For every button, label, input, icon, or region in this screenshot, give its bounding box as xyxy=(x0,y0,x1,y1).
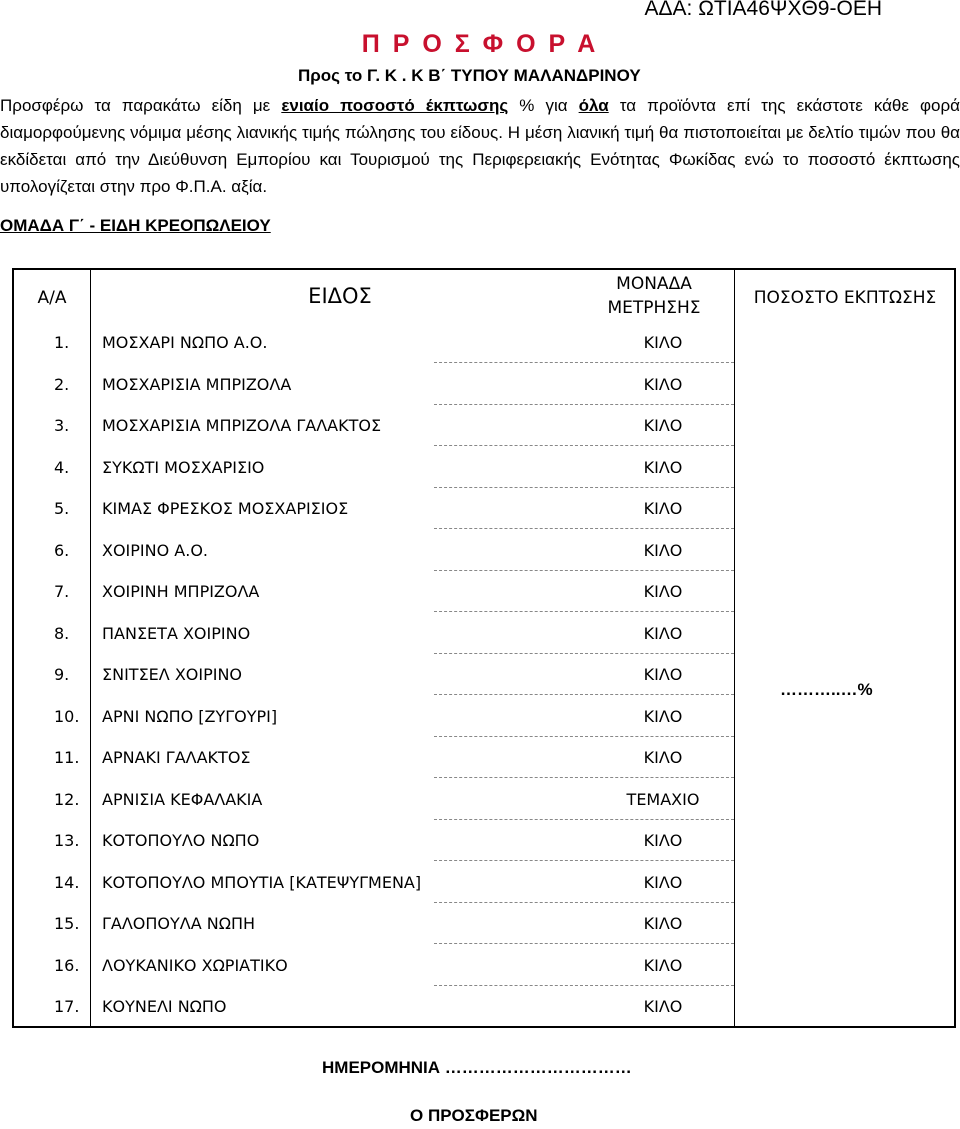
table-row xyxy=(14,320,734,362)
row-item: ΜΟΣΧΑΡΙΣΙΑ ΜΠΡΙΖΟΛΑ ΓΑΛΑΚΤΟΣ xyxy=(102,416,382,435)
header-aa: Α/Α xyxy=(37,288,67,308)
table-row xyxy=(14,984,734,1026)
header-unit-1: ΜΟΝΑΔΑ xyxy=(616,274,692,294)
intro-text-3: τα προϊόντα επί της εκάστοτε κάθε φορά διαμορφούμενης νόμιμα μέσης λιανικής τιμής πώλησης του είδους. Η μέση λιανική τιμή θα πιστοποιείται με δελτίο τιμών που θα εκδίδεται από την Διεύθυνση Εμπορίου και Τουρισμού της Περιφερειακής Ενότητας Φωκίδας ενώ το ποσοστό έκπτωσης υπολογίζεται στην προ Φ.Π.Α. αξία. xyxy=(0,96,960,196)
row-unit: ΚΙΛΟ xyxy=(643,499,683,518)
table-row xyxy=(14,445,734,487)
row-unit: ΚΙΛΟ xyxy=(643,706,683,726)
table-row xyxy=(14,528,734,570)
table-row xyxy=(14,403,734,445)
row-unit: ΚΙΛΟ xyxy=(643,748,683,767)
signature-label: Ο ΠΡΟΣΦΕΡΩΝ xyxy=(410,1106,538,1125)
row-number: 15. xyxy=(54,914,80,933)
table-row xyxy=(14,362,734,404)
column-divider xyxy=(734,270,735,1026)
row-unit: ΚΙΛΟ xyxy=(643,831,683,850)
row-unit: ΚΙΛΟ xyxy=(643,374,683,394)
table-row xyxy=(14,943,734,985)
row-item: ΣΝΙΤΣΕΛ ΧΟΙΡΙΝΟ xyxy=(102,665,243,684)
recipient-line: Προς το Γ. Κ . Κ Β΄ ΤΥΠΟΥ ΜΑΛΑΝΔΡΙΝΟΥ xyxy=(298,66,641,85)
row-unit: ΚΙΛΟ xyxy=(643,457,683,477)
table-row xyxy=(14,860,734,902)
offer-table xyxy=(12,268,956,1028)
intro-text-1: Προσφέρω τα παρακάτω είδη με xyxy=(0,96,282,115)
row-item: ΑΡΝΙ ΝΩΠΟ [ΖΥΓΟΥΡΙ] xyxy=(102,706,278,726)
row-number: 11. xyxy=(54,748,80,767)
row-unit: ΚΙΛΟ xyxy=(643,872,683,892)
row-unit: ΚΙΛΟ xyxy=(643,333,683,352)
row-item: ΜΟΣΧΑΡΙΣΙΑ ΜΠΡΙΖΟΛΑ xyxy=(102,374,292,394)
row-unit: ΚΙΛΟ xyxy=(643,665,683,684)
row-item: ΑΡΝΑΚΙ ΓΑΛΑΚΤΟΣ xyxy=(102,748,251,767)
row-item: ΧΟΙΡΙΝΟ Α.Ο. xyxy=(102,540,208,560)
row-unit: ΚΙΛΟ xyxy=(643,582,683,601)
row-item: ΛΟΥΚΑΝΙΚΟ ΧΩΡΙΑΤΙΚΟ xyxy=(102,955,288,975)
row-number: 14. xyxy=(54,872,80,892)
table-row xyxy=(14,735,734,777)
row-item: ΓΑΛΟΠΟΥΛΑ ΝΩΠΗ xyxy=(102,914,256,933)
header-discount: ΠΟΣΟΣΤΟ ΕΚΠΤΩΣΗΣ xyxy=(753,288,937,308)
row-item: ΚΟΥΝΕΛΙ ΝΩΠΟ xyxy=(102,997,227,1016)
discount-percent-field[interactable]: ………..…% xyxy=(780,680,873,699)
table-row xyxy=(14,777,734,819)
table-row xyxy=(14,694,734,736)
row-unit: ΚΙΛΟ xyxy=(643,955,683,975)
row-item: ΠΑΝΣΕΤΑ ΧΟΙΡΙΝΟ xyxy=(102,623,251,643)
row-number: 3. xyxy=(54,416,70,435)
group-title: ΟΜΑΔΑ Γ΄ - ΕΙΔΗ ΚΡΕΟΠΩΛΕΙΟΥ xyxy=(0,216,271,235)
row-item: ΑΡΝΙΣΙΑ ΚΕΦΑΛΑΚΙΑ xyxy=(102,789,263,809)
intro-paragraph xyxy=(0,92,960,200)
row-item: ΣΥΚΩΤΙ ΜΟΣΧΑΡΙΣΙΟ xyxy=(102,457,265,477)
table-row xyxy=(14,611,734,653)
document-title: Π Ρ Ο Σ Φ Ο Ρ Α xyxy=(361,30,599,58)
row-item: ΧΟΙΡΙΝΗ ΜΠΡΙΖΟΛΑ xyxy=(102,582,260,601)
row-item: ΚΟΤΟΠΟΥΛΟ ΝΩΠΟ xyxy=(102,831,260,850)
row-number: 8. xyxy=(54,623,70,643)
table-row xyxy=(14,901,734,943)
row-unit: ΚΙΛΟ xyxy=(643,914,683,933)
row-number: 2. xyxy=(54,374,70,394)
row-number: 13. xyxy=(54,831,80,850)
table-row xyxy=(14,818,734,860)
row-number: 17. xyxy=(54,997,80,1016)
row-item: ΜΟΣΧΑΡΙ ΝΩΠΟ Α.Ο. xyxy=(102,333,268,352)
ada-code: ΑΔΑ: ΩΤΙΑ46ΨΧΘ9-ΟΕΗ xyxy=(644,0,882,20)
intro-emphasis-1: ενιαίο ποσοστό έκπτωσης xyxy=(281,96,509,115)
row-number: 16. xyxy=(54,955,80,975)
row-unit: ΚΙΛΟ xyxy=(643,540,683,560)
table-row xyxy=(14,486,734,528)
row-unit: ΚΙΛΟ xyxy=(643,623,683,643)
row-unit: ΚΙΛΟ xyxy=(643,416,683,435)
row-number: 10. xyxy=(54,706,80,726)
row-number: 5. xyxy=(54,499,70,518)
intro-text-2: % για xyxy=(508,96,579,115)
table-row xyxy=(14,569,734,611)
row-number: 9. xyxy=(54,665,70,684)
table-row xyxy=(14,652,734,694)
row-item: ΚΙΜΑΣ ΦΡΕΣΚΟΣ ΜΟΣΧΑΡΙΣΙΟΣ xyxy=(102,499,349,518)
row-number: 6. xyxy=(54,540,70,560)
row-item: ΚΟΤΟΠΟΥΛΟ ΜΠΟΥΤΙΑ [ΚΑΤΕΨΥΓΜΕΝΑ] xyxy=(102,872,422,892)
header-unit-2: ΜΕΤΡΗΣΗΣ xyxy=(607,298,701,318)
row-number: 7. xyxy=(54,582,70,601)
row-unit: ΤΕΜΑΧΙΟ xyxy=(626,789,700,809)
row-unit: ΚΙΛΟ xyxy=(643,997,683,1016)
header-item: ΕΙΔΟΣ xyxy=(308,284,372,308)
row-number: 12. xyxy=(54,789,80,809)
row-number: 4. xyxy=(54,457,70,477)
intro-emphasis-2: όλα xyxy=(578,96,609,115)
row-number: 1. xyxy=(54,333,70,352)
date-field[interactable]: ΗΜΕΡΟΜΗΝΙΑ …………………………… xyxy=(322,1058,632,1077)
